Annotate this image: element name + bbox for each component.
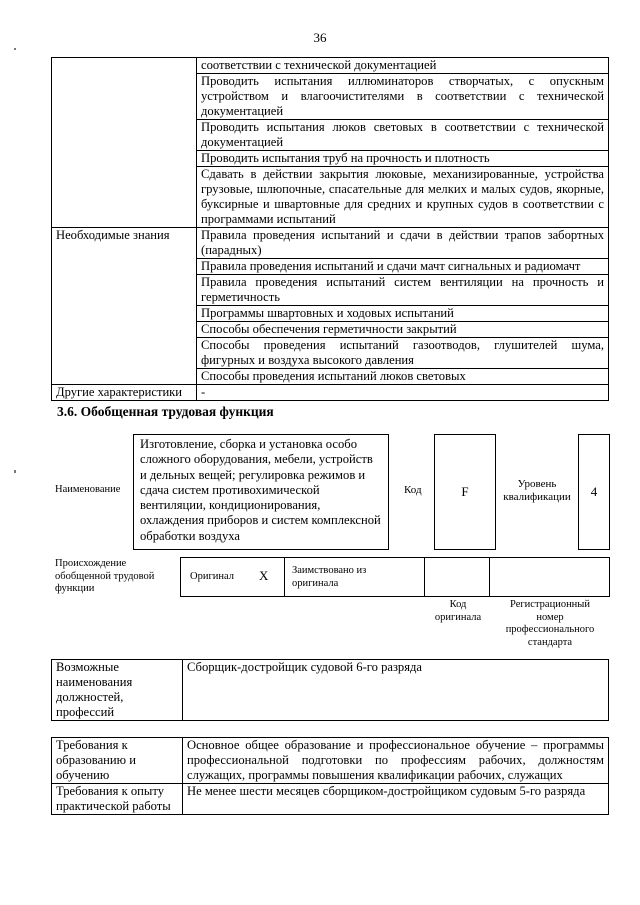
table-cell: Проводить испытания люков световых в соответствии с технической документацией xyxy=(197,120,609,151)
positions-label: Возможные наименования должностей, профессий xyxy=(52,660,183,721)
positions-table xyxy=(51,659,609,721)
knowledge-label: Необходимые знания xyxy=(52,228,197,385)
table-cell: Проводить испытания труб на прочность и плотность xyxy=(197,151,609,167)
borrowed-label: Заимствовано из оригинала xyxy=(292,565,367,589)
table-row xyxy=(52,58,609,74)
original-label: Оригинал xyxy=(190,571,234,582)
requirement-label: Требования к опыту практической работы xyxy=(52,784,183,815)
table-row xyxy=(52,784,609,815)
level-box xyxy=(578,434,610,550)
origin-label: Происхождение обобщенной трудовой функции xyxy=(55,558,155,594)
level-value: 4 xyxy=(590,484,598,499)
code-original-label: Код оригинала xyxy=(434,599,482,623)
name-value-box xyxy=(133,434,389,550)
table-row xyxy=(52,660,609,721)
name-label: Наименование xyxy=(55,484,121,495)
table-cell-empty xyxy=(52,58,197,228)
margin-mark xyxy=(14,48,16,50)
requirement-value: Основное общее образование и профессиональное обучение – программы профессиональной подготовки по профессиям рабочих, должностям служащих, программы повышения квалификации рабочих, служащих xyxy=(183,738,609,784)
margin-mark xyxy=(14,470,16,473)
code-label: Код xyxy=(404,484,422,496)
other-value: - xyxy=(197,385,609,401)
page-number: 36 xyxy=(313,30,327,45)
table-cell: Способы проведения испытаний газоотводов, глушителей шума, фигурных и воздуха высокого давления xyxy=(197,338,609,369)
code-value: F xyxy=(461,484,469,499)
table-cell: Проводить испытания иллюминаторов створчатых, с опускным устройством и влагоочистителями в соответствии с технической документацией xyxy=(197,74,609,120)
table-row xyxy=(52,385,609,401)
code-box xyxy=(434,434,496,550)
level-label: Уровень квалификации xyxy=(503,478,571,503)
requirements-table xyxy=(51,737,609,815)
origin-divider xyxy=(489,557,490,597)
other-label: Другие характеристики xyxy=(52,385,197,401)
requirement-value: Не менее шести месяцев сборщиком-достройщиком судовым 5-го разряда xyxy=(183,784,609,815)
table-cell: Правила проведения испытаний и сдачи мачт сигнальных и радиомачт xyxy=(197,259,609,275)
origin-box xyxy=(180,557,610,597)
table-cell: Правила проведения испытаний систем вентиляции на прочность и герметичность xyxy=(197,275,609,306)
table-row xyxy=(52,738,609,784)
table-cell: соответствии с технической документацией xyxy=(197,58,609,74)
table-cell: Сдавать в действии закрытия люковые, механизированные, устройства грузовые, шлюпочные, спасательные для мелких и малых судов, якорные, буксирные и швартовные для средних и крупных судов в соответствии с программами испытаний xyxy=(197,167,609,228)
table-cell: Правила проведения испытаний и сдачи в действии трапов забортных (парадных) xyxy=(197,228,609,259)
original-mark: X xyxy=(259,568,269,583)
positions-value: Сборщик-достройщик судовой 6-го разряда xyxy=(183,660,609,721)
origin-divider xyxy=(284,557,285,597)
table-row xyxy=(52,228,609,259)
table-cell: Способы проведения испытаний люков световых xyxy=(197,369,609,385)
reg-number-label: Регистрационный номер профессионального стандарта xyxy=(505,599,595,648)
table-cell: Способы обеспечения герметичности закрытий xyxy=(197,322,609,338)
skills-table xyxy=(51,57,609,401)
origin-divider xyxy=(424,557,425,597)
name-value: Изготовление, сборка и установка особо сложного оборудования, мебели, устройств и дельных вещей; регулировка режимов и сдача систем противохимической вентиляции, кондиционирования, охлаждения приборов и систем комплексной обработки воздуха xyxy=(140,437,381,543)
requirement-label: Требования к образованию и обучению xyxy=(52,738,183,784)
section-heading: 3.6. Обобщенная трудовая функция xyxy=(57,404,274,419)
table-cell: Программы швартовных и ходовых испытаний xyxy=(197,306,609,322)
